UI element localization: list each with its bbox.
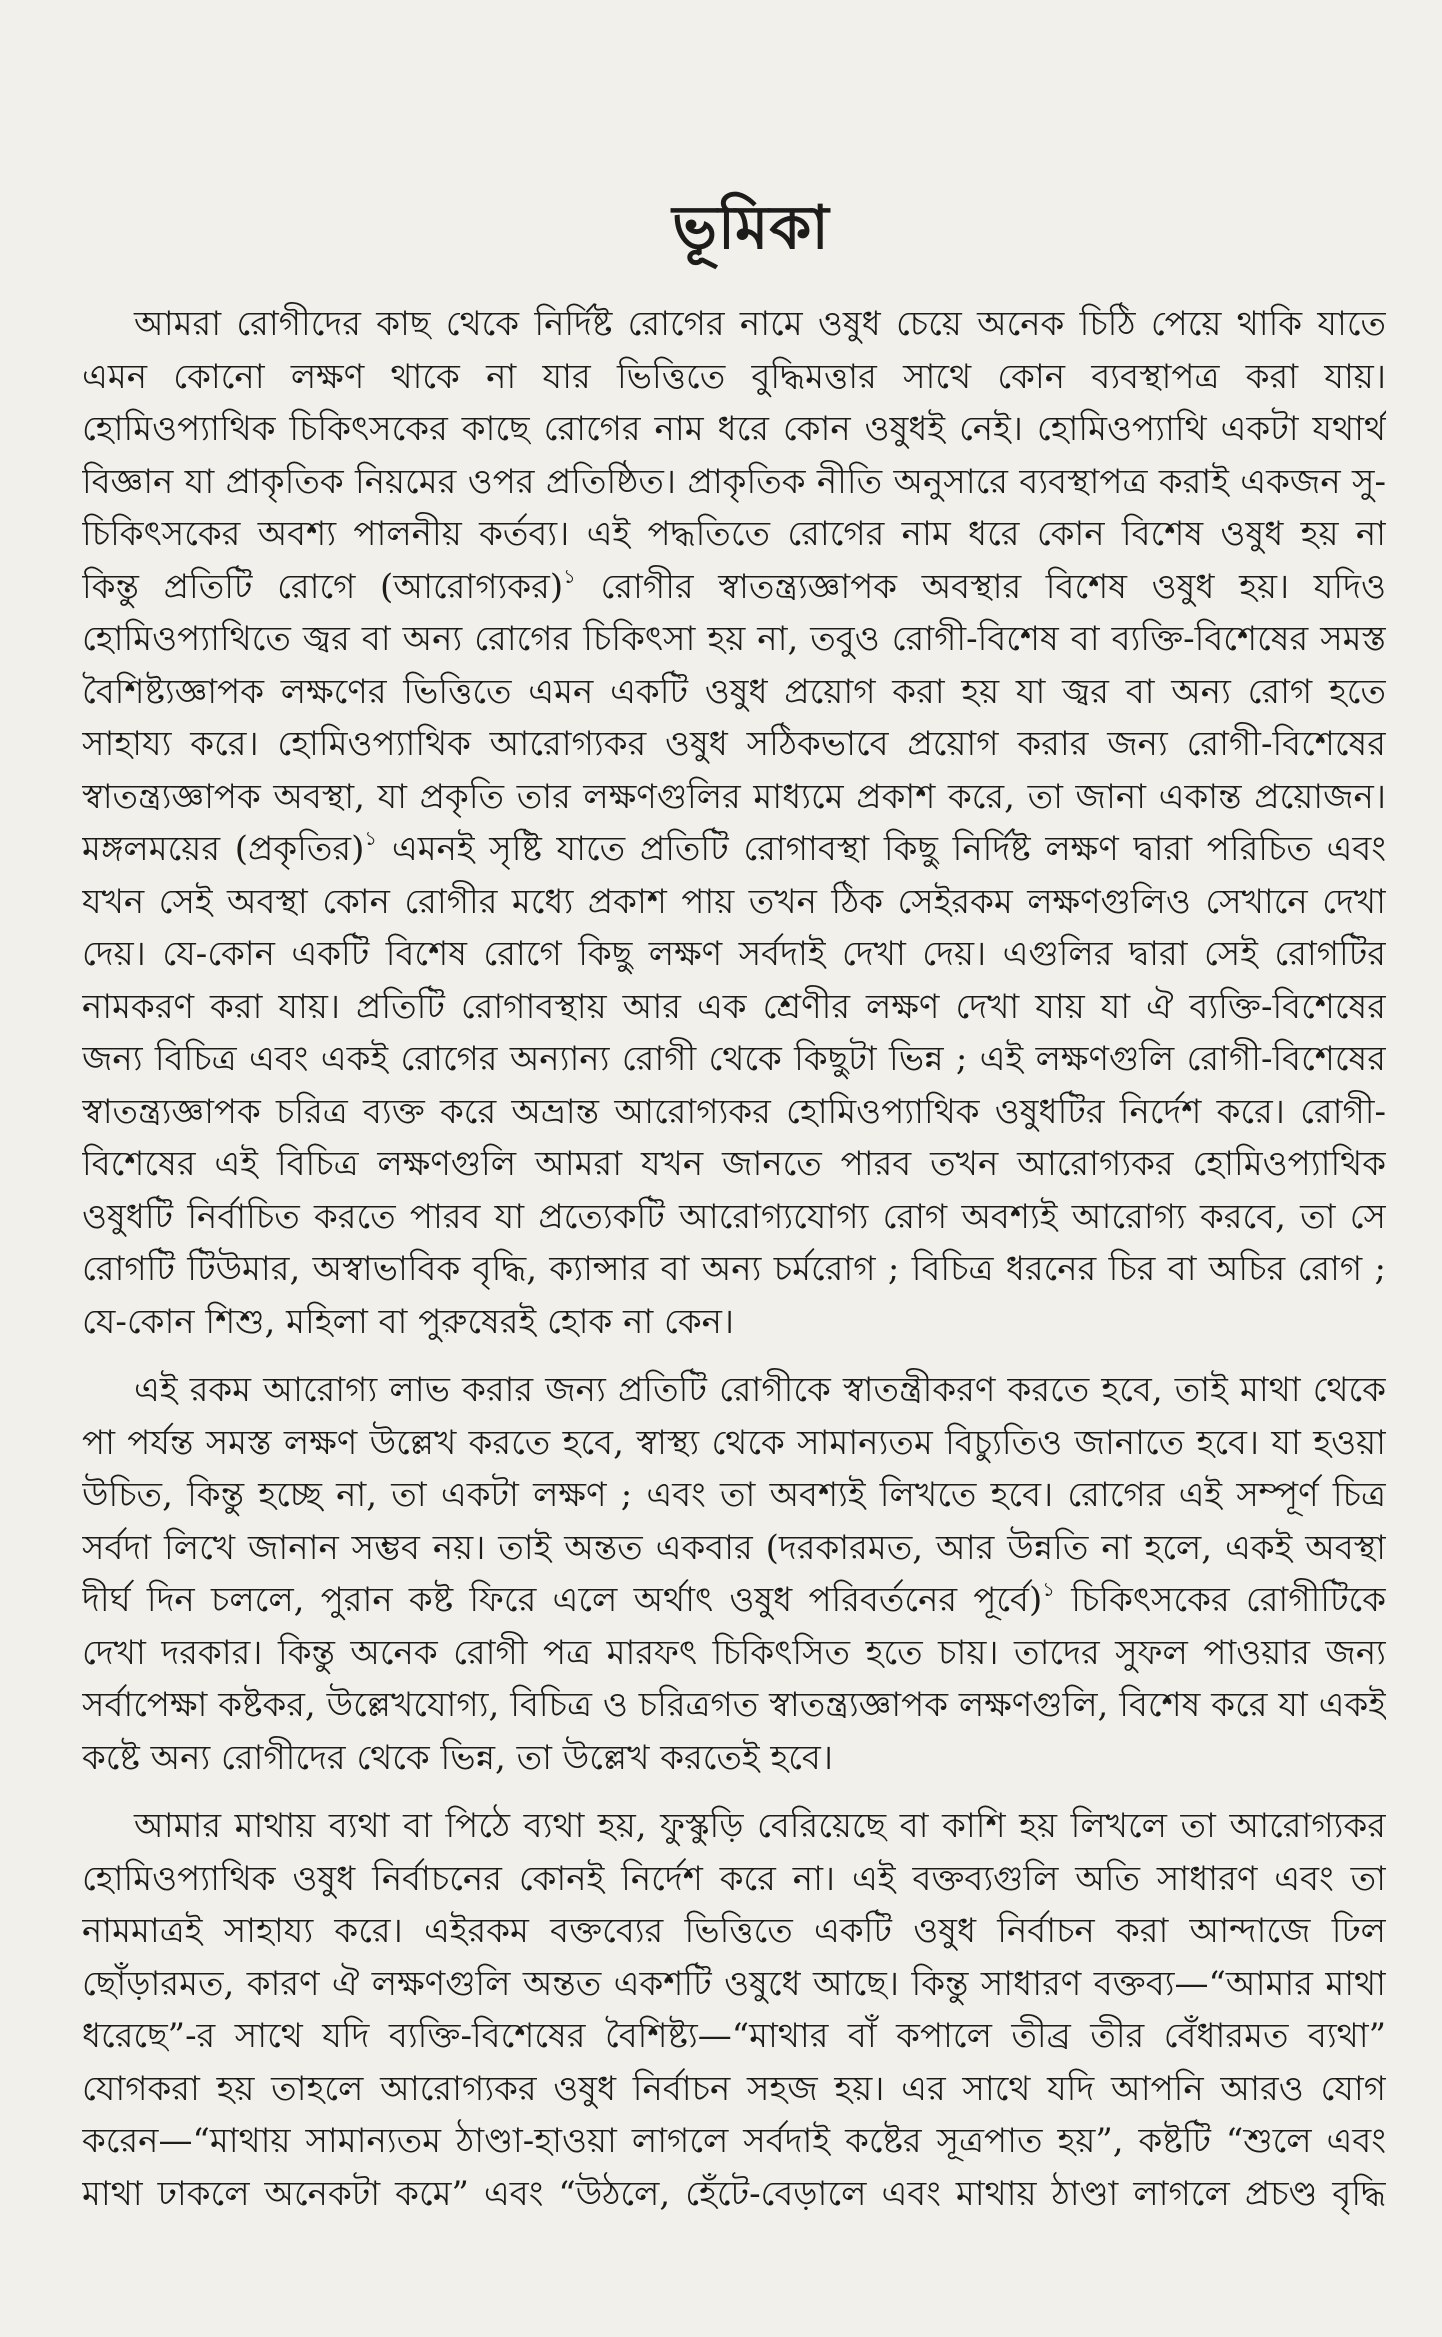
text-line: ছোঁড়ারমত, কারণ ঐ লক্ষণগুলি অন্তত একশটি ওষুধে আছে। কিন্তু সাধারণ বক্তব্য—“আমার মাথা bbox=[82, 1963, 1386, 2004]
text-line: রোগটি টিউমার, অস্বাভাবিক বৃদ্ধি, ক্যান্সার বা অন্য চর্মরোগ ; বিচিত্র ধরনের চির বা অচির রোগ ; bbox=[82, 1249, 1386, 1289]
text-line: স্বাতন্ত্র্যজ্ঞাপক চরিত্র ব্যক্ত করে অভ্রান্ত আরোগ্যকর হোমিওপ্যাথিক ওষুধটির নির্দেশ করে। রোগী- bbox=[82, 1091, 1386, 1132]
text-line: বিশেষের এই বিচিত্র লক্ষণগুলি আমরা যখন জানতে পারব তখন আরোগ্যকর হোমিওপ্যাথিক bbox=[82, 1144, 1386, 1184]
text-line: উচিত, কিন্তু হচ্ছে না, তা একটা লক্ষণ ; এবং তা অবশ্যই লিখতে হবে। রোগের এই সম্পূর্ণ চিত্র bbox=[82, 1475, 1386, 1515]
text-line: হোমিওপ্যাথিক চিকিৎসকের কাছে রোগের নাম ধরে কোন ওষুধই নেই। হোমিওপ্যাথি একটা যথার্থ bbox=[82, 409, 1386, 449]
text-line: দেখা দরকার। কিন্তু অনেক রোগী পত্র মারফৎ চিকিৎসিত হতে চায়। তাদের সুফল পাওয়ার জন্য bbox=[82, 1632, 1386, 1673]
text-body bbox=[82, 298, 1386, 2220]
text-line: ওষুধটি নির্বাচিত করতে পারব যা প্রত্যেকটি আরোগ্যযোগ্য রোগ অবশ্যই আরোগ্য করবে, তা সে bbox=[82, 1196, 1386, 1237]
text-segment: চিকিৎসকের রোগীটিকে bbox=[1055, 1580, 1386, 1620]
text-segment: রোগীর স্বাতন্ত্র্যজ্ঞাপক অবস্থার বিশেষ ওষুধ হয়। যদিও bbox=[575, 566, 1386, 607]
paragraph-3 bbox=[82, 1800, 1386, 2220]
text-line: চিকিৎসকের অবশ্য পালনীয় কর্তব্য। এই পদ্ধতিতে রোগের নাম ধরে কোন বিশেষ ওষুধ হয় না bbox=[82, 514, 1386, 554]
text-line: স্বাতন্ত্র্যজ্ঞাপক অবস্থা, যা প্রকৃতি তার লক্ষণগুলির মাধ্যমে প্রকাশ করে, তা জানা একান্ত প্রয়োজন। bbox=[82, 776, 1386, 817]
text-line bbox=[82, 561, 1386, 614]
text-segment: এমনই সৃষ্টি যাতে প্রতিটি রোগাবস্থা কিছু নির্দিষ্ট লক্ষণ দ্বারা পরিচিত এবং bbox=[377, 829, 1386, 869]
footnote-marker: ১ bbox=[563, 564, 576, 588]
text-line: হোমিওপ্যাথিতে জ্বর বা অন্য রোগের চিকিৎসা হয় না, তবুও রোগী-বিশেষ বা ব্যক্তি-বিশেষের সমস্ত bbox=[82, 619, 1386, 659]
text-line: এমন কোনো লক্ষণ থাকে না যার ভিত্তিতে বুদ্ধিমত্তার সাথে কোন ব্যবস্থাপত্র করা যায়। bbox=[82, 356, 1386, 397]
paragraph-1 bbox=[82, 298, 1386, 1348]
text-line: যোগকরা হয় তাহলে আরোগ্যকর ওষুধ নির্বাচন সহজ হয়। এর সাথে যদি আপনি আরও যোগ bbox=[82, 2068, 1386, 2109]
text-line: আমরা রোগীদের কাছ থেকে নির্দিষ্ট রোগের নামে ওষুধ চেয়ে অনেক চিঠি পেয়ে থাকি যাতে bbox=[134, 304, 1386, 344]
text-line: আমার মাথায় ব্যথা বা পিঠে ব্যথা হয়, ফুস্কুড়ি বেরিয়েছে বা কাশি হয় লিখলে তা আরোগ্যকর bbox=[134, 1806, 1386, 1846]
text-line: জন্য বিচিত্র এবং একই রোগের অন্যান্য রোগী থেকে কিছুটা ভিন্ন ; এই লক্ষণগুলি রোগী-বিশেষের bbox=[82, 1039, 1386, 1079]
footnote-marker: ১ bbox=[1042, 1578, 1056, 1602]
paragraph-2 bbox=[82, 1364, 1386, 1784]
text-line: সর্বদা লিখে জানান সম্ভব নয়। তাই অন্তত একবার (দরকারমত, আর উন্নতি না হলে, একই অবস্থা bbox=[82, 1527, 1386, 1568]
text-line: সাহায্য করে। হোমিওপ্যাথিক আরোগ্যকর ওষুধ সঠিকভাবে প্রয়োগ করার জন্য রোগী-বিশেষের bbox=[82, 724, 1386, 764]
text-line: পা পর্যন্ত সমস্ত লক্ষণ উল্লেখ করতে হবে, স্বাস্থ্য থেকে সামান্যতম বিচ্যুতিও জানাতে হবে। যা হওয়া bbox=[82, 1422, 1386, 1463]
text-line: দেয়। যে-কোন একটি বিশেষ রোগে কিছু লক্ষণ সর্বদাই দেখা দেয়। এগুলির দ্বারা সেই রোগটির bbox=[82, 934, 1386, 974]
text-line: নামকরণ করা যায়। প্রতিটি রোগাবস্থায় আর এক শ্রেণীর লক্ষণ দেখা যায় যা ঐ ব্যক্তি-বিশেষের bbox=[82, 986, 1386, 1027]
text-segment: কিন্তু প্রতিটি রোগে (আরোগ্যকর) bbox=[82, 566, 564, 607]
text-segment: দীর্ঘ দিন চললে, পুরান কষ্ট ফিরে এলে অর্থাৎ ওষুধ পরিবর্তনের পূর্বে) bbox=[82, 1580, 1043, 1620]
page-title: ভূমিকা bbox=[672, 193, 830, 263]
text-line: কষ্টে অন্য রোগীদের থেকে ভিন্ন, তা উল্লেখ করতেই হবে। bbox=[82, 1737, 834, 1778]
text-line: বৈশিষ্ট্যজ্ঞাপক লক্ষণের ভিত্তিতে এমন একটি ওষুধ প্রয়োগ করা হয় যা জ্বর বা অন্য রোগ হতে bbox=[82, 671, 1386, 712]
text-segment: মঙ্গলময়ের (প্রকৃতির) bbox=[82, 829, 365, 869]
text-line: ধরেছে”-র সাথে যদি ব্যক্তি-বিশেষের বৈশিষ্ট্য—“মাথার বাঁ কপালে তীব্র তীর বেঁধারমত ব্যথা” bbox=[82, 2016, 1386, 2056]
text-line: নামমাত্রই সাহায্য করে। এইরকম বক্তব্যের ভিত্তিতে একটি ওষুধ নির্বাচন করা আন্দাজে ঢিল bbox=[82, 1911, 1386, 1951]
text-line: মাথা ঢাকলে অনেকটা কমে” এবং “উঠলে, হেঁটে-বেড়ালে এবং মাথায় ঠাণ্ডা লাগলে প্রচণ্ড বৃদ্ধি bbox=[82, 2173, 1386, 2214]
text-line bbox=[82, 823, 1386, 876]
text-line: যখন সেই অবস্থা কোন রোগীর মধ্যে প্রকাশ পায় তখন ঠিক সেইরকম লক্ষণগুলিও সেখানে দেখা bbox=[82, 881, 1386, 922]
text-line bbox=[82, 1574, 1386, 1627]
text-line: হোমিওপ্যাথিক ওষুধ নির্বাচনের কোনই নির্দেশ করে না। এই বক্তব্যগুলি অতি সাধারণ এবং তা bbox=[82, 1858, 1386, 1899]
text-line: সর্বাপেক্ষা কষ্টকর, উল্লেখযোগ্য, বিচিত্র ও চরিত্রগত স্বাতন্ত্র্যজ্ঞাপক লক্ষণগুলি, বিশেষ করে যা একই bbox=[82, 1685, 1386, 1725]
text-line: যে-কোন শিশু, মহিলা বা পুরুষেরই হোক না কেন। bbox=[82, 1301, 735, 1342]
text-line: বিজ্ঞান যা প্রাকৃতিক নিয়মের ওপর প্রতিষ্ঠিত। প্রাকৃতিক নীতি অনুসারে ব্যবস্থাপত্র করাই একজন সু- bbox=[82, 461, 1386, 502]
text-line: করেন—“মাথায় সামান্যতম ঠাণ্ডা-হাওয়া লাগলে সর্বদাই কষ্টের সূত্রপাত হয়”, কষ্টটি “শুলে এবং bbox=[82, 2121, 1386, 2161]
footnote-marker: ১ bbox=[364, 827, 378, 851]
text-line: এই রকম আরোগ্য লাভ করার জন্য প্রতিটি রোগীকে স্বাতন্ত্রীকরণ করতে হবে, তাই মাথা থেকে bbox=[134, 1370, 1386, 1410]
